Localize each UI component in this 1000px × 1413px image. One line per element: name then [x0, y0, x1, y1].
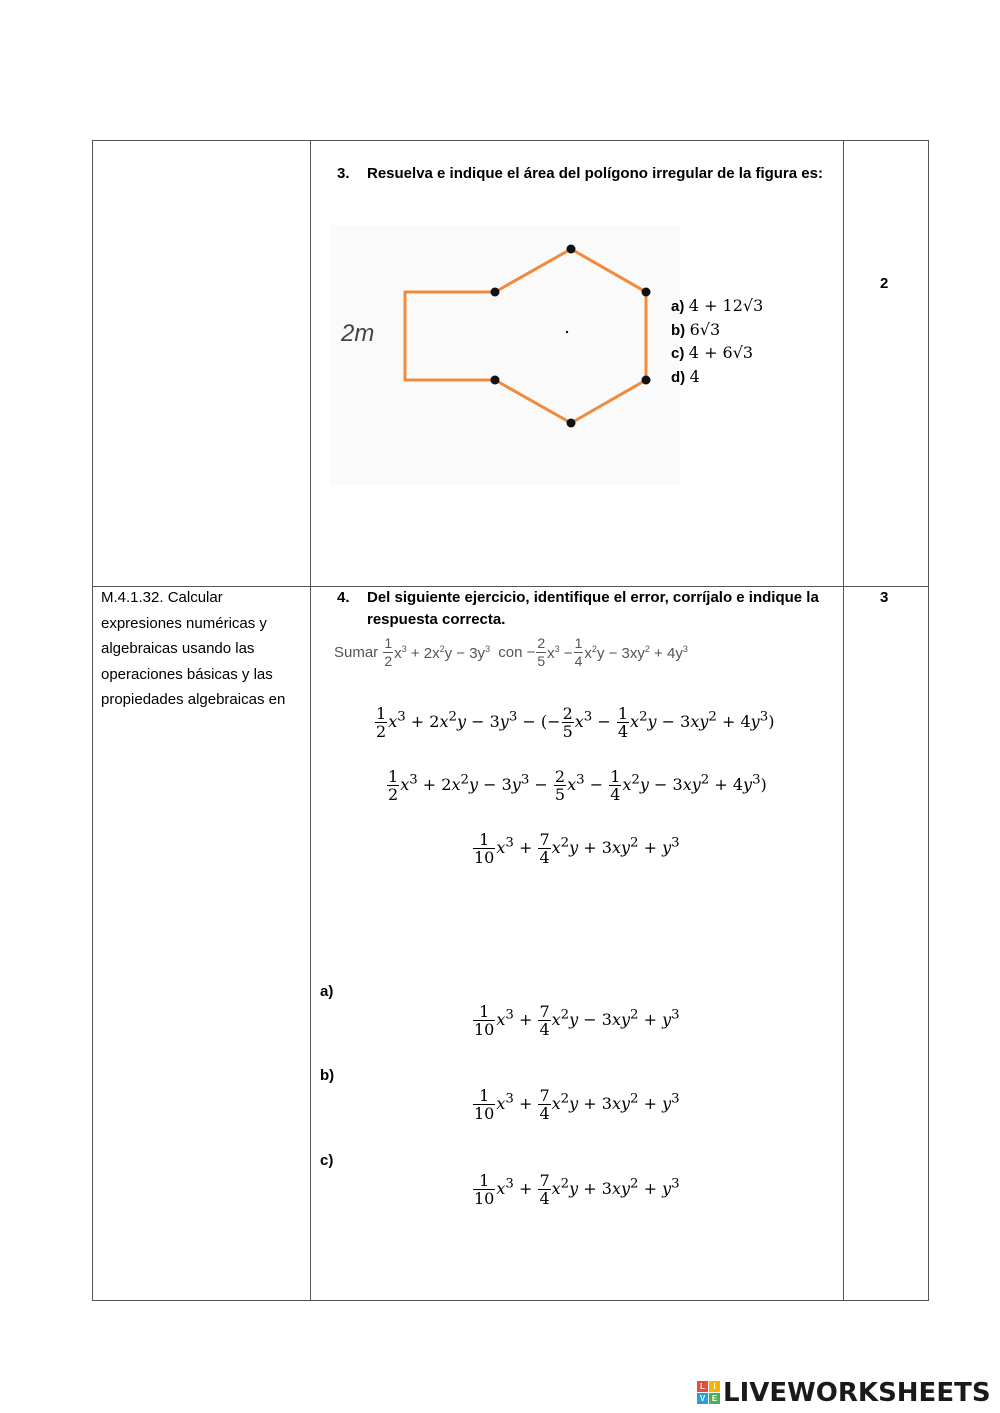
- option-label: a): [671, 298, 685, 315]
- option-b-expression[interactable]: $\frac{1}{10}$ $x^3$ + $\frac{7}{4}$ $x^2y + 3xy^2 + y^3$: [474, 1086, 680, 1123]
- score-question-4: 3: [880, 589, 889, 606]
- liveworksheets-logo[interactable]: [697, 1378, 997, 1410]
- logo-text: LIVEWORKSHEETS: [723, 1378, 991, 1408]
- badge-letter: I: [709, 1381, 720, 1392]
- con-word: con: [498, 644, 523, 661]
- skill-description: M.4.1.32. Calcular expresiones numéricas y algebraicas usando las operaciones básicas y las propiedades algebraicas en: [101, 589, 286, 708]
- vertex-dot: [491, 376, 500, 385]
- sumar-word: Sumar: [334, 644, 379, 661]
- table-column-divider-2: [843, 140, 844, 1301]
- option-value: 6√3: [689, 319, 721, 339]
- vertex-dot: [642, 376, 651, 385]
- badge-letter: E: [709, 1393, 720, 1404]
- figure-side-label: 2m: [341, 320, 375, 347]
- option-a-label[interactable]: a): [320, 983, 334, 1000]
- question-3-options: [671, 296, 763, 390]
- vertex-dot: [567, 245, 576, 254]
- option-label: d): [671, 368, 686, 386]
- option-value: 4: [689, 366, 700, 386]
- score-question-3: 2: [880, 275, 889, 292]
- question-4-number: 4.: [337, 589, 350, 606]
- question-3-number: 3.: [337, 165, 350, 182]
- table-border-left: [92, 140, 93, 1301]
- option-value: 4 + 6√3: [688, 343, 754, 362]
- question-3-text: Resuelva e indique el área del polígono irregular de la figura es:: [367, 165, 823, 182]
- solution-step-3: $\frac{1}{10}$ $x^3$ + $\frac{7}{4}$ $x^2y + 3xy^2 + y^3$: [474, 830, 680, 867]
- option-c-expression[interactable]: $\frac{1}{10}$ $x^3$ + $\frac{7}{4}$ $x^2y + 3xy^2 + y^3$: [474, 1171, 680, 1208]
- option-c-label[interactable]: c): [320, 1152, 334, 1169]
- vertex-dot: [642, 288, 651, 297]
- badge-letter: L: [697, 1381, 708, 1392]
- irregular-polygon-figure: [330, 225, 680, 485]
- table-column-divider-1: [310, 140, 311, 1301]
- table-border-bottom: [92, 1300, 929, 1301]
- logo-badge: [697, 1381, 721, 1405]
- option-a-expression[interactable]: $\frac{1}{10}$ $x^3$ + $\frac{7}{4}$ $x^2y - 3xy^2 + y^3$: [474, 1002, 680, 1039]
- badge-letter: V: [697, 1393, 708, 1404]
- option-d[interactable]: [671, 367, 763, 391]
- option-b[interactable]: [671, 320, 763, 344]
- option-b-label[interactable]: b): [320, 1067, 335, 1084]
- solution-step-1: $\frac{1}{2}$ $x^3 + 2x^2y - 3y^3$ − (− $\frac{2}{5}$ $x^3$ − $\frac{1}{4}$ $x^2y - 3xy^2 + 4y^3$): [376, 704, 775, 741]
- solution-step-2: $\frac{1}{2}$ $x^3 + 2x^2y - 3y^3$ − $\frac{2}{5}$ $x^3$ − $\frac{1}{4}$ $x^2y - 3xy^2 + 4y^3$): [388, 767, 767, 804]
- option-value: 4 + 12√3: [688, 296, 764, 315]
- option-c[interactable]: [671, 343, 763, 367]
- question-4-text: Del siguiente ejercicio, identifique el error, corríjalo e indique la respuesta correcta.: [367, 589, 819, 628]
- center-dot: [566, 331, 568, 333]
- vertex-dot: [491, 288, 500, 297]
- table-border-right: [928, 140, 929, 1301]
- vertex-dot: [567, 419, 576, 428]
- table-border-top: [92, 140, 929, 141]
- option-label: c): [671, 345, 685, 362]
- figure-background: [330, 225, 680, 485]
- option-a[interactable]: [671, 296, 763, 320]
- option-label: b): [671, 321, 686, 339]
- sum-statement: Sumar $\frac{1}{2}$ $x^3 + 2x^2y - 3y^3$ con − $\frac{2}{5}$ $x^3$ − $\frac{1}{4}$ $x^2y - 3xy^2 + 4y^3$: [334, 635, 688, 669]
